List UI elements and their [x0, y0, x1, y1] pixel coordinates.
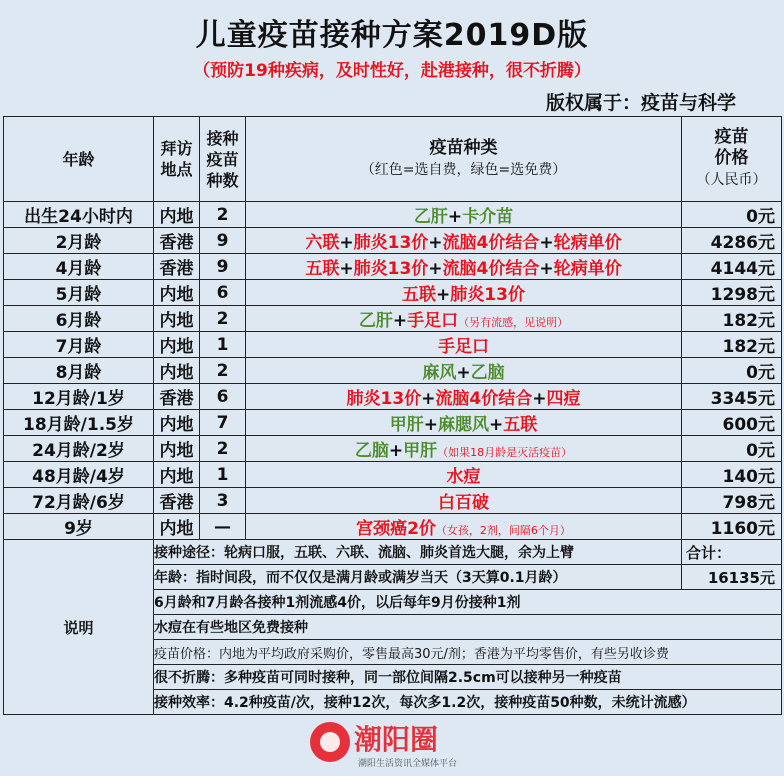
row-price: 798元	[682, 488, 782, 514]
vaccine-free: 麻腮风	[438, 415, 489, 435]
row-price: 0元	[682, 202, 782, 228]
row-vaccines	[246, 280, 682, 306]
row-price: 182元	[682, 332, 782, 358]
row-vaccines	[246, 410, 682, 436]
row-vaccines	[246, 436, 682, 462]
table-row	[4, 436, 782, 462]
plus-sign: +	[421, 389, 436, 409]
row-age: 72月龄/6岁	[4, 488, 154, 514]
row-count: 6	[200, 280, 246, 306]
row-count: 7	[200, 410, 246, 436]
vaccine-free: 乙肝	[358, 311, 393, 331]
header-count-text: 接种 疫苗 种数	[206, 128, 239, 190]
row-age: 8月龄	[4, 358, 154, 384]
row-age: 6月龄	[4, 306, 154, 332]
row-price: 140元	[682, 462, 782, 488]
row-age: 24月龄/2岁	[4, 436, 154, 462]
row-vaccines	[246, 384, 682, 410]
row-count: 2	[200, 202, 246, 228]
row-place: 内地	[154, 514, 200, 540]
vaccine-free: 乙脑	[354, 441, 389, 461]
row-count: 2	[200, 436, 246, 462]
note-easy: 很不折腾：多种疫苗可同时接种，同一部位间隔2.5cm可以接种另一种疫苗	[154, 665, 782, 690]
copyright-line: 版权属于：疫苗与科学	[545, 92, 736, 114]
plus-sign: +	[423, 415, 438, 435]
plus-sign: +	[428, 233, 443, 253]
page-subtitle: （预防19种疾病，及时性好，赴港接种，很不折腾）	[193, 61, 591, 81]
notes-row-1	[4, 540, 782, 565]
row-vaccines	[246, 462, 682, 488]
row-vaccines	[246, 358, 682, 384]
table-row	[4, 202, 782, 228]
row-age: 12月龄/1岁	[4, 384, 154, 410]
page-title: 儿童疫苗接种方案2019D版	[195, 18, 589, 53]
header-price	[682, 117, 782, 202]
header-count	[200, 117, 246, 202]
total-value: 16135元	[682, 565, 782, 590]
table-row	[4, 280, 782, 306]
row-price: 1160元	[682, 514, 782, 540]
row-count: 1	[200, 462, 246, 488]
row-age: 9岁	[4, 514, 154, 540]
row-price: 0元	[682, 436, 782, 462]
row-price: 3345元	[682, 384, 782, 410]
vaccine-free: 乙脑	[470, 363, 505, 383]
header-place-text: 拜访 地点	[160, 139, 193, 179]
vaccine-free: 甲肝	[403, 441, 438, 461]
row-count: 6	[200, 384, 246, 410]
header-place	[154, 117, 200, 202]
notes-label: 说明	[4, 540, 154, 715]
vaccine-selfpay: 六联	[305, 233, 340, 253]
row-place: 内地	[154, 436, 200, 462]
header-vaccine-note: （红色=选自费，绿色=选免费）	[360, 161, 567, 178]
note-route: 接种途径：轮病口服，五联、六联、流脑、肺炎首选大腿，余为上臂	[154, 540, 682, 565]
row-vaccines	[246, 254, 682, 280]
plus-sign: +	[388, 441, 404, 461]
table-row	[4, 254, 782, 280]
vaccine-selfpay: 肺炎13价	[346, 389, 422, 409]
vaccine-selfpay: 五联	[402, 285, 437, 305]
total-label: 合计：	[682, 540, 782, 565]
row-count: 9	[200, 254, 246, 280]
plus-sign: +	[392, 311, 408, 331]
vaccine-selfpay: 四痘	[546, 389, 581, 409]
row-price: 4144元	[682, 254, 782, 280]
vaccine-free: 麻风	[422, 363, 457, 383]
vaccine-selfpay: 肺炎13价	[353, 233, 429, 253]
row-place: 内地	[154, 358, 200, 384]
vaccine-selfpay: 肺炎13价	[353, 259, 429, 279]
plus-sign: +	[489, 415, 504, 435]
row-place: 香港	[154, 254, 200, 280]
table-row	[4, 332, 782, 358]
row-count: 1	[200, 332, 246, 358]
row-vaccines	[246, 514, 682, 540]
vaccine-note: （女孩，2剂，间隔6个月）	[435, 524, 571, 537]
row-vaccines	[246, 488, 682, 514]
plus-sign: +	[339, 259, 354, 279]
table-row	[4, 384, 782, 410]
header-vaccine	[246, 117, 682, 202]
row-price: 182元	[682, 306, 782, 332]
table-header	[4, 117, 782, 202]
row-place: 内地	[154, 332, 200, 358]
row-place: 内地	[154, 410, 200, 436]
row-price: 0元	[682, 358, 782, 384]
vaccine-schedule-table	[3, 116, 782, 715]
row-place: 内地	[154, 202, 200, 228]
vaccine-selfpay: 手足口	[407, 311, 459, 331]
row-place: 香港	[154, 384, 200, 410]
row-place: 内地	[154, 306, 200, 332]
row-count: 2	[200, 306, 246, 332]
plus-sign: +	[436, 285, 451, 305]
watermark-tagline: 潮阳生活资讯全媒体平台	[358, 759, 458, 769]
row-age: 7月龄	[4, 332, 154, 358]
row-age: 4月龄	[4, 254, 154, 280]
row-place: 内地	[154, 280, 200, 306]
row-vaccines	[246, 228, 682, 254]
watermark-logo-inner	[320, 732, 340, 752]
plus-sign: +	[339, 233, 354, 253]
table-row	[4, 358, 782, 384]
vaccine-free: 甲肝	[389, 415, 424, 435]
note-efficiency: 接种效率：4.2种疫苗/次，接种12次，每次多1.2次，接种疫苗50种数，未统计流感）	[154, 690, 782, 715]
plus-sign: +	[456, 363, 471, 383]
header-price-title: 疫苗 价格	[714, 127, 749, 168]
row-price: 600元	[682, 410, 782, 436]
header-price-note: （人民币）	[696, 172, 767, 188]
table-row	[4, 514, 782, 540]
vaccine-note: （如果18月龄是灭活疫苗）	[437, 446, 573, 459]
note-flu: 6月龄和7月龄各接种1剂流感4价，以后每年9月份接种1剂	[154, 590, 782, 615]
plus-sign: +	[539, 233, 554, 253]
row-count: —	[200, 514, 246, 540]
vaccine-selfpay: 轮病单价	[553, 233, 622, 253]
vaccine-selfpay: 流脑4价结合	[442, 233, 540, 253]
table-row	[4, 488, 782, 514]
vaccine-note: （另有流感，见说明）	[458, 316, 569, 329]
row-count: 9	[200, 228, 246, 254]
vaccine-selfpay: 流脑4价结合	[435, 389, 533, 409]
row-age: 5月龄	[4, 280, 154, 306]
vaccine-selfpay: 肺炎13价	[450, 285, 525, 305]
vaccine-selfpay: 宫颈癌2价	[356, 519, 436, 539]
header-vaccine-title: 疫苗种类	[429, 137, 498, 158]
row-place: 香港	[154, 488, 200, 514]
row-age: 18月龄/1.5岁	[4, 410, 154, 436]
row-place: 内地	[154, 462, 200, 488]
vaccine-free: 卡介苗	[462, 207, 514, 227]
row-count: 2	[200, 358, 246, 384]
row-place: 香港	[154, 228, 200, 254]
plus-sign: +	[428, 259, 443, 279]
vaccine-selfpay: 五联	[305, 259, 340, 279]
row-count: 3	[200, 488, 246, 514]
plus-sign: +	[539, 259, 554, 279]
watermark	[310, 716, 480, 772]
plus-sign: +	[447, 207, 463, 227]
row-age: 出生24小时内	[4, 202, 154, 228]
table-row	[4, 306, 782, 332]
vaccine-selfpay: 手足口	[438, 337, 489, 357]
header-age: 年龄	[4, 117, 154, 202]
table-row	[4, 410, 782, 436]
watermark-logo-icon	[310, 722, 350, 762]
table-row	[4, 228, 782, 254]
schedule-rows	[4, 202, 782, 540]
watermark-brand: 潮阳圈	[354, 723, 439, 756]
vaccine-free: 乙肝	[413, 207, 448, 227]
note-age: 年龄：指时间段，而不仅仅是满月龄或满岁当天（3天算0.1月龄）	[154, 565, 682, 590]
vaccine-selfpay: 水痘	[446, 467, 481, 487]
row-price: 4286元	[682, 228, 782, 254]
vaccine-selfpay: 轮病单价	[553, 259, 622, 279]
vaccine-selfpay: 白百破	[438, 493, 489, 513]
vaccine-selfpay: 五联	[503, 415, 538, 435]
row-vaccines	[246, 306, 682, 332]
row-vaccines	[246, 202, 682, 228]
row-age: 48月龄/4岁	[4, 462, 154, 488]
plus-sign: +	[532, 389, 547, 409]
note-price: 疫苗价格：内地为平均政府采购价，零售最高30元/剂；香港为平均零售价，有些另收诊费	[154, 640, 782, 665]
note-varicella: 水痘在有些地区免费接种	[154, 615, 782, 640]
row-vaccines	[246, 332, 682, 358]
row-age: 2月龄	[4, 228, 154, 254]
vaccine-selfpay: 流脑4价结合	[442, 259, 540, 279]
row-price: 1298元	[682, 280, 782, 306]
table-row	[4, 462, 782, 488]
